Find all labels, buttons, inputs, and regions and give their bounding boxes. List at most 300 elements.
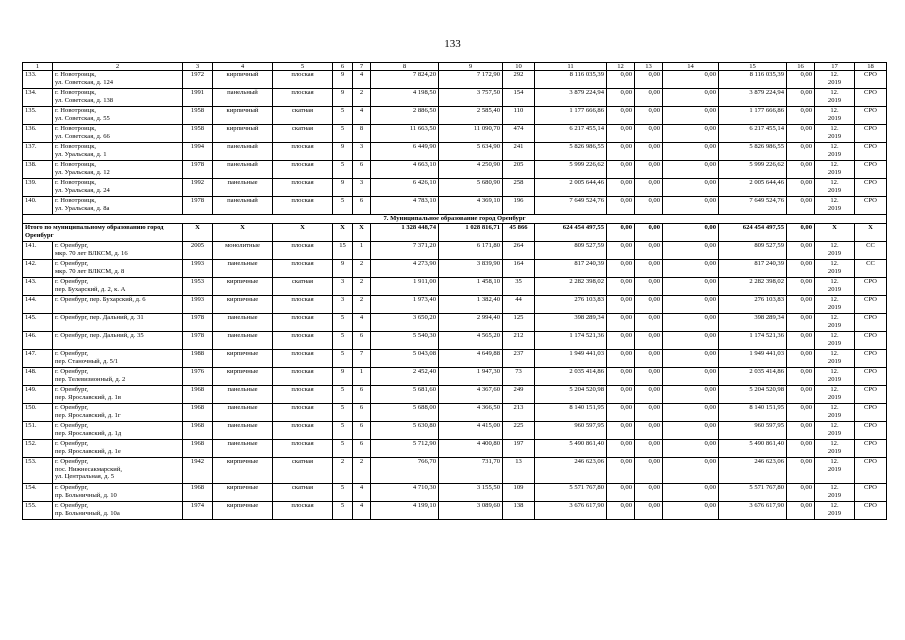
year-cell: 1993 [183, 260, 213, 278]
entrances-cell: 6 [353, 197, 371, 215]
entrances-cell: 2 [353, 260, 371, 278]
method-cell: СРО [855, 502, 887, 520]
roof-type-cell: плоская [273, 368, 333, 386]
address-cell: г. Оренбург, пер. Ярославский, д. 1г [53, 404, 183, 422]
address-cell: г. Новотроицк, ул. Советская, д. 138 [53, 89, 183, 107]
column-number-cell: 7 [353, 63, 371, 71]
total-area-cell: 5 540,30 [371, 332, 439, 350]
date-cell: 12. 2019 [815, 107, 855, 125]
floors-cell: 9 [333, 89, 353, 107]
residents-cell: 13 [503, 458, 535, 484]
living-area-cell: 4 367,60 [439, 386, 503, 404]
row-number: 147. [23, 350, 53, 368]
value-cell: 0,00 [635, 260, 663, 278]
value-cell: 0,00 [787, 350, 815, 368]
total-cell: 0,00 [663, 224, 719, 242]
date-cell: 12. 2019 [815, 125, 855, 143]
row-number: 155. [23, 502, 53, 520]
value-cell: 0,00 [635, 386, 663, 404]
residents-cell: 237 [503, 350, 535, 368]
column-number-cell: 2 [53, 63, 183, 71]
floors-cell: 5 [333, 422, 353, 440]
address-cell: г. Оренбург, пер. Ярославский, д. 1в [53, 386, 183, 404]
value-cell: 0,00 [787, 314, 815, 332]
living-area-cell: 4 415,00 [439, 422, 503, 440]
value-cell: 0,00 [607, 260, 635, 278]
value-cell: 0,00 [663, 502, 719, 520]
row-number: 140. [23, 197, 53, 215]
column-number-cell: 10 [503, 63, 535, 71]
value-cell: 0,00 [635, 125, 663, 143]
value-cell: 0,00 [607, 440, 635, 458]
wall-material-cell: панельные [213, 422, 273, 440]
method-cell: СРО [855, 125, 887, 143]
floors-cell: 5 [333, 107, 353, 125]
cost-cell: 1 177 666,86 [535, 107, 607, 125]
table-row [23, 71, 887, 89]
residents-cell: 241 [503, 143, 535, 161]
date-cell: 12. 2019 [815, 440, 855, 458]
column-number-cell: 6 [333, 63, 353, 71]
residents-cell: 35 [503, 278, 535, 296]
year-cell: 1978 [183, 197, 213, 215]
living-area-cell: 3 757,50 [439, 89, 503, 107]
wall-material-cell: кирпичные [213, 502, 273, 520]
floors-cell: 9 [333, 368, 353, 386]
row-number: 152. [23, 440, 53, 458]
living-area-cell: 4 565,20 [439, 332, 503, 350]
row-number: 153. [23, 458, 53, 484]
floors-cell: 5 [333, 404, 353, 422]
year-cell: 1968 [183, 484, 213, 502]
method-cell: СРО [855, 484, 887, 502]
value-cell: 0,00 [607, 107, 635, 125]
table-row [23, 107, 887, 125]
residents-cell: 292 [503, 71, 535, 89]
value-cell: 0,00 [663, 260, 719, 278]
column-number-cell: 12 [607, 63, 635, 71]
address-cell: г. Оренбург, пр. Больничный, д. 10а [53, 502, 183, 520]
row-number: 149. [23, 386, 53, 404]
entrances-cell: 4 [353, 314, 371, 332]
entrances-cell: 7 [353, 350, 371, 368]
value-cell: 0,00 [607, 179, 635, 197]
total-row [23, 224, 887, 242]
wall-material-cell: панельные [213, 386, 273, 404]
value-cell: 0,00 [635, 143, 663, 161]
wall-material-cell: панельные [213, 332, 273, 350]
wall-material-cell: панельные [213, 179, 273, 197]
entrances-cell: 6 [353, 422, 371, 440]
value-cell: 0,00 [607, 350, 635, 368]
roof-type-cell: плоская [273, 422, 333, 440]
address-cell: г. Оренбург, пер. Ярославский, д. 1д [53, 422, 183, 440]
floors-cell: 15 [333, 242, 353, 260]
year-cell: 1978 [183, 314, 213, 332]
cost-cell: 2 282 398,02 [535, 278, 607, 296]
column-number-cell: 16 [787, 63, 815, 71]
entrances-cell: 1 [353, 368, 371, 386]
value-cell: 0,00 [607, 278, 635, 296]
total-cell: 0,00 [607, 224, 635, 242]
date-cell: 12. 2019 [815, 278, 855, 296]
wall-material-cell: панельный [213, 143, 273, 161]
wall-material-cell: кирпичные [213, 458, 273, 484]
address-cell: г. Новотроицк, ул. Уральская, д. 1 [53, 143, 183, 161]
wall-material-cell: монолитные [213, 242, 273, 260]
table-row [23, 332, 887, 350]
value-cell: 0,00 [787, 107, 815, 125]
residents-cell: 154 [503, 89, 535, 107]
row-number: 154. [23, 484, 53, 502]
section-row [23, 215, 887, 224]
year-cell: 1968 [183, 386, 213, 404]
total-area-cell: 2 452,40 [371, 368, 439, 386]
living-area-cell: 4 366,50 [439, 404, 503, 422]
date-cell: 12. 2019 [815, 502, 855, 520]
address-cell: г. Оренбург, пер. Ярославский, д. 1е [53, 440, 183, 458]
table-row [23, 89, 887, 107]
year-cell: 2005 [183, 242, 213, 260]
living-area-cell: 3 155,50 [439, 484, 503, 502]
value-cell: 0,00 [607, 314, 635, 332]
value-cell: 0,00 [787, 332, 815, 350]
value-cell: 0,00 [787, 179, 815, 197]
entrances-cell: 6 [353, 161, 371, 179]
column-number-row [23, 63, 887, 71]
date-cell: 12. 2019 [815, 296, 855, 314]
living-area-cell: 3 089,60 [439, 502, 503, 520]
year-cell: 1978 [183, 161, 213, 179]
cost-cell: 8 140 151,95 [535, 404, 607, 422]
cost-cell: 7 649 524,76 [535, 197, 607, 215]
row-number: 134. [23, 89, 53, 107]
cost-cell: 5 204 520,98 [535, 386, 607, 404]
cost-cell: 2 035 414,86 [535, 368, 607, 386]
method-cell: СРО [855, 197, 887, 215]
cost-cell: 817 240,39 [719, 260, 787, 278]
living-area-cell: 1 382,40 [439, 296, 503, 314]
entrances-cell: 4 [353, 71, 371, 89]
year-cell: 1942 [183, 458, 213, 484]
column-number-cell: 14 [663, 63, 719, 71]
table-row [23, 260, 887, 278]
wall-material-cell: панельный [213, 89, 273, 107]
row-number: 142. [23, 260, 53, 278]
method-cell: СРО [855, 107, 887, 125]
value-cell: 0,00 [663, 278, 719, 296]
cost-cell: 809 527,59 [719, 242, 787, 260]
entrances-cell: 4 [353, 484, 371, 502]
cost-cell: 5 999 226,62 [535, 161, 607, 179]
value-cell: 0,00 [663, 242, 719, 260]
value-cell: 0,00 [635, 502, 663, 520]
entrances-cell: 6 [353, 440, 371, 458]
cost-cell: 246 623,06 [719, 458, 787, 484]
value-cell: 0,00 [635, 197, 663, 215]
value-cell: 0,00 [787, 368, 815, 386]
floors-cell: 3 [333, 278, 353, 296]
value-cell: 0,00 [635, 296, 663, 314]
total-cell: 624 454 497,55 [535, 224, 607, 242]
value-cell: 0,00 [663, 404, 719, 422]
total-area-cell: 4 783,10 [371, 197, 439, 215]
cost-cell: 5 826 986,55 [535, 143, 607, 161]
method-cell: СРО [855, 422, 887, 440]
living-area-cell: 11 090,70 [439, 125, 503, 143]
total-area-cell: 5 630,80 [371, 422, 439, 440]
total-cell: Х [855, 224, 887, 242]
value-cell: 0,00 [635, 368, 663, 386]
year-cell: 1994 [183, 143, 213, 161]
row-number: 143. [23, 278, 53, 296]
address-cell: г. Новотроицк, ул. Советская, д. 124 [53, 71, 183, 89]
address-cell: г. Оренбург, пер. Телевизионный, д. 2 [53, 368, 183, 386]
date-cell: 12. 2019 [815, 314, 855, 332]
value-cell: 0,00 [787, 440, 815, 458]
value-cell: 0,00 [635, 161, 663, 179]
entrances-cell: 1 [353, 242, 371, 260]
year-cell: 1968 [183, 422, 213, 440]
roof-type-cell: плоская [273, 179, 333, 197]
column-number-cell: 9 [439, 63, 503, 71]
cost-cell: 5 490 861,40 [719, 440, 787, 458]
method-cell: СС [855, 260, 887, 278]
living-area-cell: 5 634,90 [439, 143, 503, 161]
floors-cell: 9 [333, 71, 353, 89]
cost-cell: 2 005 644,46 [535, 179, 607, 197]
living-area-cell: 5 680,90 [439, 179, 503, 197]
date-cell: 12. 2019 [815, 89, 855, 107]
total-cell: 0,00 [787, 224, 815, 242]
date-cell: 12. 2019 [815, 242, 855, 260]
value-cell: 0,00 [663, 296, 719, 314]
residents-cell: 213 [503, 404, 535, 422]
table-row [23, 314, 887, 332]
total-cell: Х [183, 224, 213, 242]
roof-type-cell: плоская [273, 332, 333, 350]
total-cell: Х [213, 224, 273, 242]
housing-table [22, 62, 887, 520]
year-cell: 1991 [183, 89, 213, 107]
total-area-cell: 6 426,10 [371, 179, 439, 197]
value-cell: 0,00 [787, 71, 815, 89]
address-cell: г. Оренбург, пр. Больничный, д. 10 [53, 484, 183, 502]
value-cell: 0,00 [607, 458, 635, 484]
value-cell: 0,00 [787, 278, 815, 296]
row-number: 133. [23, 71, 53, 89]
cost-cell: 6 217 455,14 [535, 125, 607, 143]
table-row [23, 179, 887, 197]
column-number-cell: 5 [273, 63, 333, 71]
column-number-cell: 8 [371, 63, 439, 71]
living-area-cell: 4 250,90 [439, 161, 503, 179]
value-cell: 0,00 [635, 89, 663, 107]
cost-cell: 1 174 521,36 [719, 332, 787, 350]
table-row [23, 278, 887, 296]
entrances-cell: 6 [353, 386, 371, 404]
value-cell: 0,00 [663, 125, 719, 143]
living-area-cell: 4 649,88 [439, 350, 503, 368]
address-cell: г. Новотроицк, ул. Уральская, д. 8а [53, 197, 183, 215]
value-cell: 0,00 [787, 260, 815, 278]
value-cell: 0,00 [663, 458, 719, 484]
residents-cell: 258 [503, 179, 535, 197]
value-cell: 0,00 [787, 484, 815, 502]
wall-material-cell: кирпичные [213, 484, 273, 502]
value-cell: 0,00 [635, 71, 663, 89]
wall-material-cell: кирпичные [213, 296, 273, 314]
roof-type-cell: плоская [273, 161, 333, 179]
date-cell: 12. 2019 [815, 458, 855, 484]
wall-material-cell: кирпичный [213, 71, 273, 89]
cost-cell: 960 597,95 [535, 422, 607, 440]
cost-cell: 817 240,39 [535, 260, 607, 278]
roof-type-cell: плоская [273, 143, 333, 161]
table-row [23, 440, 887, 458]
wall-material-cell: панельный [213, 161, 273, 179]
year-cell: 1974 [183, 502, 213, 520]
year-cell: 1976 [183, 368, 213, 386]
floors-cell: 5 [333, 125, 353, 143]
method-cell: СРО [855, 143, 887, 161]
residents-cell: 264 [503, 242, 535, 260]
row-number: 145. [23, 314, 53, 332]
total-area-cell: 1 973,40 [371, 296, 439, 314]
method-cell: СРО [855, 386, 887, 404]
cost-cell: 398 289,34 [535, 314, 607, 332]
floors-cell: 3 [333, 296, 353, 314]
column-number-cell: 4 [213, 63, 273, 71]
residents-cell: 225 [503, 422, 535, 440]
cost-cell: 3 676 617,90 [719, 502, 787, 520]
cost-cell: 8 116 035,39 [535, 71, 607, 89]
method-cell: СРО [855, 278, 887, 296]
value-cell: 0,00 [607, 125, 635, 143]
value-cell: 0,00 [787, 242, 815, 260]
roof-type-cell: скатная [273, 458, 333, 484]
cost-cell: 5 571 767,80 [719, 484, 787, 502]
date-cell: 12. 2019 [815, 179, 855, 197]
value-cell: 0,00 [787, 197, 815, 215]
total-area-cell: 4 273,90 [371, 260, 439, 278]
value-cell: 0,00 [663, 422, 719, 440]
method-cell: СРО [855, 332, 887, 350]
floors-cell: 9 [333, 260, 353, 278]
value-cell: 0,00 [663, 161, 719, 179]
floors-cell: 9 [333, 179, 353, 197]
address-cell: г. Новотроицк, ул. Советская, д. 66 [53, 125, 183, 143]
living-area-cell: 731,70 [439, 458, 503, 484]
roof-type-cell: плоская [273, 296, 333, 314]
total-area-cell: 5 688,00 [371, 404, 439, 422]
value-cell: 0,00 [607, 143, 635, 161]
wall-material-cell: кирпичный [213, 125, 273, 143]
cost-cell: 2 282 398,02 [719, 278, 787, 296]
section-title: 7. Муниципальное образование город Оренбург [23, 215, 887, 224]
column-number-cell: 1 [23, 63, 53, 71]
year-cell: 1978 [183, 332, 213, 350]
address-cell: г. Оренбург, мкр. 70 лет ВЛКСМ, д. 8 [53, 260, 183, 278]
roof-type-cell: плоская [273, 71, 333, 89]
entrances-cell: 2 [353, 296, 371, 314]
address-cell: г. Оренбург, пос. Нижнесакмарский, ул. Центральная, д. 5 [53, 458, 183, 484]
roof-type-cell: плоская [273, 404, 333, 422]
table-row [23, 350, 887, 368]
total-cell: Х [815, 224, 855, 242]
address-cell: г. Оренбург, пер. Бухарский, д. 6 [53, 296, 183, 314]
living-area-cell: 2 585,40 [439, 107, 503, 125]
value-cell: 0,00 [787, 404, 815, 422]
cost-cell: 5 571 767,80 [535, 484, 607, 502]
residents-cell: 474 [503, 125, 535, 143]
value-cell: 0,00 [787, 89, 815, 107]
residents-cell: 138 [503, 502, 535, 520]
value-cell: 0,00 [635, 179, 663, 197]
living-area-cell: 1 458,10 [439, 278, 503, 296]
cost-cell: 1 177 666,86 [719, 107, 787, 125]
cost-cell: 8 116 035,39 [719, 71, 787, 89]
row-number: 150. [23, 404, 53, 422]
row-number: 137. [23, 143, 53, 161]
residents-cell: 73 [503, 368, 535, 386]
date-cell: 12. 2019 [815, 422, 855, 440]
value-cell: 0,00 [663, 440, 719, 458]
method-cell: СРО [855, 458, 887, 484]
date-cell: 12. 2019 [815, 143, 855, 161]
residents-cell: 205 [503, 161, 535, 179]
roof-type-cell: плоская [273, 350, 333, 368]
total-area-cell: 5 681,60 [371, 386, 439, 404]
table-row [23, 404, 887, 422]
value-cell: 0,00 [607, 242, 635, 260]
row-number: 136. [23, 125, 53, 143]
total-area-cell: 766,70 [371, 458, 439, 484]
roof-type-cell: плоская [273, 502, 333, 520]
residents-cell: 212 [503, 332, 535, 350]
value-cell: 0,00 [787, 296, 815, 314]
value-cell: 0,00 [787, 161, 815, 179]
roof-type-cell: плоская [273, 386, 333, 404]
value-cell: 0,00 [607, 161, 635, 179]
year-cell: 1992 [183, 179, 213, 197]
cost-cell: 1 949 441,03 [719, 350, 787, 368]
total-area-cell: 4 663,10 [371, 161, 439, 179]
total-area-cell: 6 449,90 [371, 143, 439, 161]
wall-material-cell: панельные [213, 314, 273, 332]
total-area-cell: 2 886,50 [371, 107, 439, 125]
residents-cell: 110 [503, 107, 535, 125]
floors-cell: 5 [333, 332, 353, 350]
date-cell: 12. 2019 [815, 260, 855, 278]
row-number: 139. [23, 179, 53, 197]
total-area-cell: 4 198,50 [371, 89, 439, 107]
address-cell: г. Новотроицк, ул. Советская, д. 55 [53, 107, 183, 125]
table-row [23, 484, 887, 502]
roof-type-cell: плоская [273, 314, 333, 332]
value-cell: 0,00 [607, 502, 635, 520]
cost-cell: 1 174 521,36 [535, 332, 607, 350]
value-cell: 0,00 [663, 179, 719, 197]
cost-cell: 3 879 224,94 [535, 89, 607, 107]
value-cell: 0,00 [663, 107, 719, 125]
cost-cell: 7 649 524,76 [719, 197, 787, 215]
entrances-cell: 4 [353, 107, 371, 125]
living-area-cell: 3 839,90 [439, 260, 503, 278]
roof-type-cell: скатная [273, 107, 333, 125]
entrances-cell: 2 [353, 89, 371, 107]
value-cell: 0,00 [787, 458, 815, 484]
